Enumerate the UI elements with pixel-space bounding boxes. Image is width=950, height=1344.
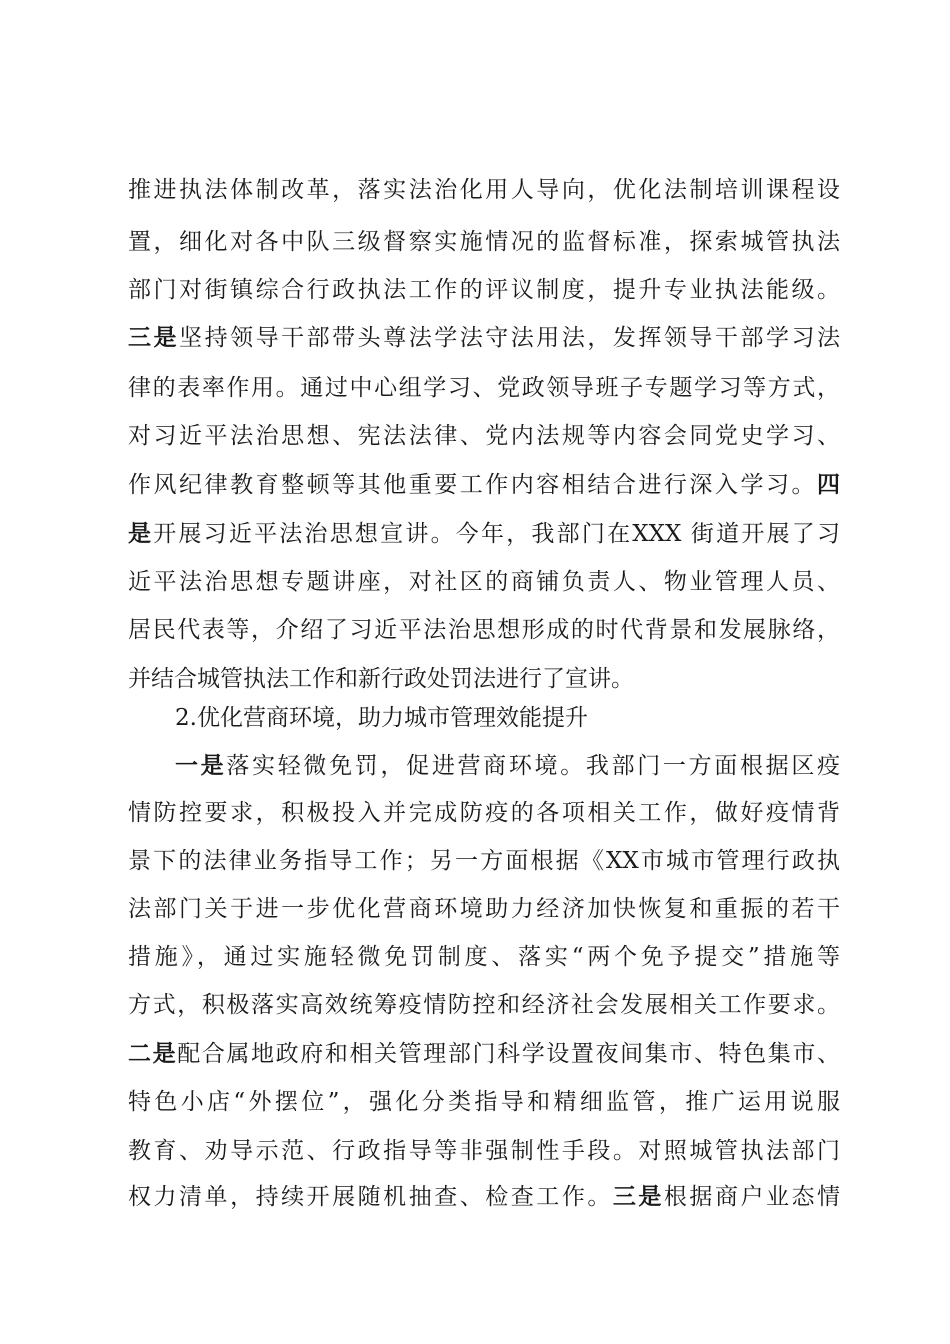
text-line: [128, 174, 840, 206]
text-line: [128, 469, 840, 501]
text-line: [128, 1038, 840, 1070]
text-segment: 开展习近平法治思想宣讲。今年，我部门在XXX 街道开展了习: [153, 521, 841, 547]
bold-lead-phrase: 是: [128, 520, 154, 547]
text-segment: 落实轻微免罚，促进营商环境。我部门一方面根据区疫: [226, 753, 841, 779]
text-line: [128, 1135, 840, 1167]
text-segment: 并结合城管执法工作和新行政处罚法进行了宣讲。: [128, 666, 634, 692]
text-line: [128, 663, 840, 695]
text-segment: 坚持领导干部带头尊法学法守法用法，发挥领导干部学习法: [179, 325, 841, 351]
bold-lead-phrase: 二是: [128, 1040, 178, 1067]
text-segment: 置，细化对各中队三级督察实施情况的监督标准，探索城管执法: [128, 229, 840, 255]
text-segment: 2.优化营商环境，助力城市管理效能提升: [175, 705, 588, 731]
text-segment: 景下的法律业务指导工作；另一方面根据《XX市城市管理行政执: [128, 848, 840, 874]
text-line: [128, 372, 840, 404]
text-line: [128, 797, 840, 829]
text-line: [128, 226, 840, 258]
text-line: [128, 420, 840, 452]
text-segment: 律的表率作用。通过中心组学习、党政领导班子专题学习等方式，: [128, 375, 840, 401]
text-line: [128, 893, 840, 925]
bold-lead-phrase: 一是: [175, 752, 227, 779]
text-line: [175, 750, 840, 782]
text-segment: 对习近平法治思想、宪法法律、党内法规等内容会同党史学习、: [128, 423, 840, 449]
text-segment: 居民代表等，介绍了习近平法治思想形成的时代背景和发展脉络，: [128, 617, 840, 643]
text-line: [128, 518, 840, 550]
text-line: [128, 614, 840, 646]
text-line: [128, 274, 840, 306]
text-segment: 措施》，通过实施轻微免罚制度、落实“两个免予提交”措施等: [128, 944, 840, 970]
text-segment: 推进执法体制改革，落实法治化用人导向，优化法制培训课程设: [128, 177, 840, 203]
text-segment: 权力清单，持续开展随机抽查、检查工作。: [128, 1184, 613, 1210]
text-line: [128, 941, 840, 973]
text-line: [128, 322, 840, 354]
text-segment: 作风纪律教育整顿等其他重要工作内容相结合进行深入学习。: [128, 472, 817, 498]
text-segment: 情防控要求，积极投入并完成防疫的各项相关工作，做好疫情背: [128, 800, 840, 826]
text-segment: 法部门关于进一步优化营商环境助力经济加快恢复和重振的若干: [128, 896, 840, 922]
text-line: [128, 566, 840, 598]
text-segment: 教育、劝导示范、行政指导等非强制性手段。对照城管执法部门: [128, 1138, 840, 1164]
text-segment: 部门对街镇综合行政执法工作的评议制度，提升专业执法能级。: [128, 277, 840, 303]
section-heading: [175, 702, 840, 734]
text-line: [128, 989, 840, 1021]
text-segment: 特色小店“外摆位”，强化分类指导和精细监管，推广运用说服: [128, 1089, 840, 1115]
bold-lead-phrase: 三是: [612, 1183, 664, 1210]
text-segment: 方式，积极落实高效统筹疫情防控和经济社会发展相关工作要求。: [128, 992, 840, 1018]
text-segment: 配合属地政府和相关管理部门科学设置夜间集市、特色集市、: [177, 1041, 841, 1067]
bold-lead-phrase: 三是: [128, 324, 180, 351]
text-line: [128, 1181, 840, 1213]
text-line: [128, 845, 840, 877]
text-segment: 近平法治思想专题讲座，对社区的商铺负责人、物业管理人员、: [128, 569, 840, 595]
text-segment: 根据商户业态情: [663, 1184, 841, 1210]
bold-lead-phrase: 四: [817, 471, 840, 498]
text-line: [128, 1086, 840, 1118]
